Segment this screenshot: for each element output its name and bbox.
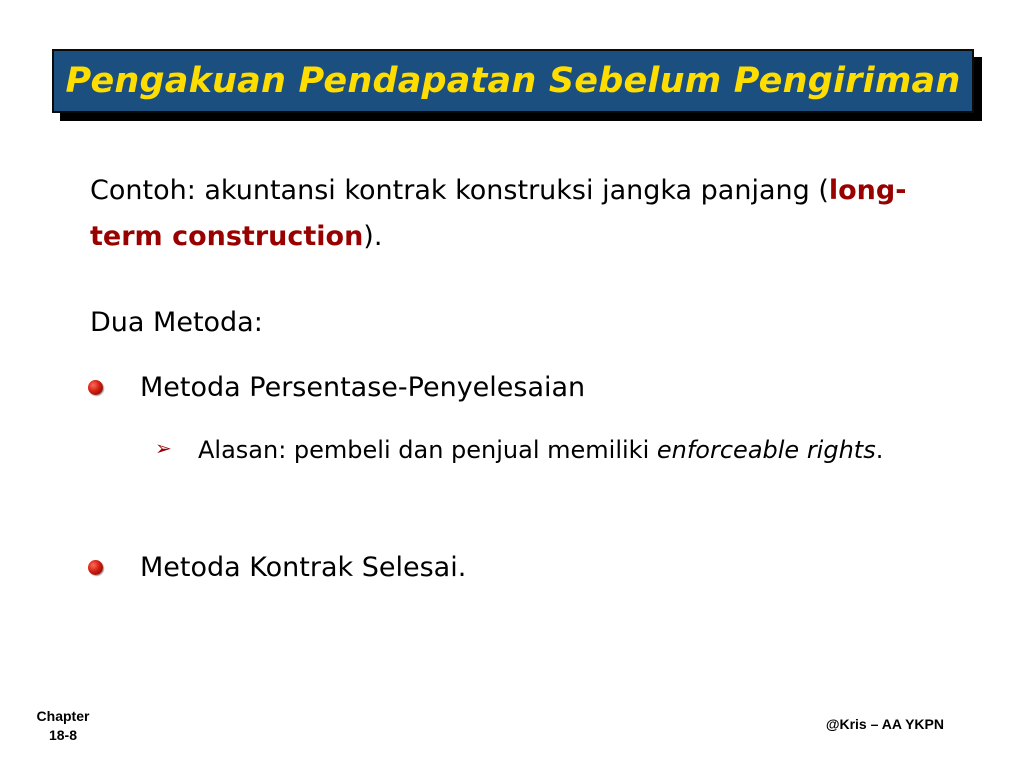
reason-text: Alasan: pembeli dan penjual memiliki — [198, 436, 657, 464]
arrow-bullet-icon: ➢ — [155, 436, 172, 460]
bullet-icon — [88, 560, 103, 575]
reason-italic: enforceable rights — [656, 436, 876, 464]
chapter-number: 18-8 — [48, 727, 78, 743]
method-item-1: Metoda Persentase-Penyelesaian — [140, 372, 586, 403]
method-item-2: Metoda Kontrak Selesai. — [140, 552, 467, 583]
method-item-1-reason — [198, 428, 938, 472]
footer-credit: @Kris – AA YKPN — [825, 716, 944, 732]
chapter-word: Chapter — [36, 708, 90, 724]
bullet-icon — [88, 380, 103, 395]
reason-end: . — [875, 436, 884, 464]
methods-heading: Dua Metoda: — [90, 307, 263, 338]
title-banner — [52, 49, 974, 113]
slide-title: Pengakuan Pendapatan Sebelum Pengiriman — [65, 61, 961, 101]
chapter-label — [20, 707, 106, 745]
intro-prefix: Contoh: akuntansi kontrak konstruksi jangka panjang ( — [90, 175, 829, 206]
intro-suffix: ). — [363, 221, 383, 252]
intro-paragraph — [90, 168, 970, 260]
intro-emphasis: long-term construction — [90, 175, 907, 252]
